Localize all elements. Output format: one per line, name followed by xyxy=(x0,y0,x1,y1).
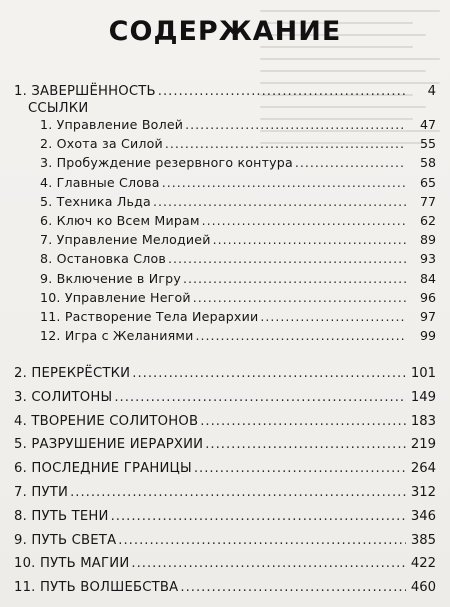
toc-entry-label: 8. Остановка Слов xyxy=(40,251,166,267)
toc-entry-page: 219 xyxy=(410,437,436,453)
toc-entry-continuation: ССЫЛКИ xyxy=(28,101,89,116)
toc-entry-page: 312 xyxy=(410,485,436,500)
toc-entry xyxy=(14,414,436,429)
toc-entry-page: 97 xyxy=(419,309,436,324)
toc-entry xyxy=(40,251,436,266)
leader-dots xyxy=(111,509,406,524)
leader-dots xyxy=(162,175,406,190)
toc-entry-page: 460 xyxy=(410,580,436,596)
toc-entry-page: 101 xyxy=(410,366,436,381)
toc-entry xyxy=(14,461,436,476)
toc-entry-page: 65 xyxy=(419,174,436,190)
toc-entry xyxy=(14,580,436,595)
toc-entry xyxy=(14,556,436,571)
toc-entry-label: 6. ПОСЛЕДНИЕ ГРАНИЦЫ xyxy=(14,461,192,477)
toc-entry-label: 7. ПУТИ xyxy=(14,485,69,500)
toc-entry-label: 10. Управление Негой xyxy=(40,289,191,305)
toc-entry-label: 5. Техника Льда xyxy=(40,193,151,209)
toc-entry-label: 2. ПЕРЕКРЁСТКИ xyxy=(14,366,131,381)
toc-entry xyxy=(14,533,436,548)
leader-dots xyxy=(193,290,406,305)
toc-entry xyxy=(40,136,436,151)
leader-dots xyxy=(153,194,406,209)
toc-entry-page: 346 xyxy=(410,508,436,524)
toc-entry-label: 7. Управление Мелодией xyxy=(40,232,211,248)
toc-entry-page: 4 xyxy=(427,84,436,99)
toc-entry xyxy=(40,155,436,170)
toc-entry-label: 1. ЗАВЕРШЁННОСТЬ xyxy=(14,84,156,99)
toc-entry-page: 96 xyxy=(419,289,436,305)
toc-entry-label: 3. Пробуждение резервного контура xyxy=(40,155,293,171)
leader-dots xyxy=(260,309,406,324)
toc-entry xyxy=(14,366,436,381)
toc-entry-label: 3. СОЛИТОНЫ xyxy=(14,389,113,405)
toc-entry-page: 385 xyxy=(410,532,436,548)
leader-dots xyxy=(118,533,406,548)
toc-entry-label: 4. ТВОРЕНИЕ СОЛИТОНОВ xyxy=(14,413,199,429)
toc-entry xyxy=(40,175,436,190)
toc-entry xyxy=(40,213,436,228)
toc-entry-page: 89 xyxy=(419,232,436,248)
toc-entry-page: 264 xyxy=(410,461,436,477)
toc-entry-label: 11. Растворение Тела Иерархии xyxy=(40,309,259,324)
leader-dots xyxy=(180,580,406,595)
toc-entry-label: 4. Главные Слова xyxy=(40,174,160,190)
leader-dots xyxy=(183,271,406,286)
toc-entry xyxy=(40,232,436,247)
toc-entry xyxy=(14,509,436,524)
toc-entry-page: 422 xyxy=(410,556,436,572)
leader-dots xyxy=(132,366,406,381)
toc-entry-label: 12. Игра с Желаниями xyxy=(40,328,194,344)
toc-entry-label: 6. Ключ ко Всем Мирам xyxy=(40,213,200,228)
toc-entry xyxy=(40,309,436,324)
toc-entry-label: 2. Охота за Силой xyxy=(40,136,163,152)
leader-dots xyxy=(165,136,406,151)
leader-dots xyxy=(131,556,406,571)
toc-entry-page: 55 xyxy=(419,136,436,152)
toc-entry-page: 93 xyxy=(419,251,436,267)
toc-entry-label: 1. Управление Волей xyxy=(40,117,184,132)
leader-dots xyxy=(205,437,406,452)
toc-entry-page: 62 xyxy=(419,213,436,228)
toc-entry-page: 99 xyxy=(419,328,436,344)
leader-dots xyxy=(70,485,406,500)
toc-entry-label: 8. ПУТЬ ТЕНИ xyxy=(14,508,109,524)
leader-dots xyxy=(295,155,406,170)
toc-entry-page: 58 xyxy=(419,155,436,171)
leader-dots xyxy=(213,232,406,247)
toc-entry-label: 5. РАЗРУШЕНИЕ ИЕРАРХИИ xyxy=(14,437,204,453)
leader-dots xyxy=(158,84,406,99)
toc-entry-page: 183 xyxy=(410,413,436,429)
toc-entry xyxy=(40,328,436,343)
toc-entry-page: 84 xyxy=(419,270,436,286)
toc-entry xyxy=(40,117,436,132)
toc-entry-page: 77 xyxy=(419,193,436,209)
leader-dots xyxy=(194,461,406,476)
leader-dots xyxy=(168,251,406,266)
leader-dots xyxy=(195,328,406,343)
toc-entry xyxy=(14,437,436,452)
toc-entry-main xyxy=(14,84,436,99)
toc-entry xyxy=(40,194,436,209)
toc-entry xyxy=(40,271,436,286)
toc-entry-label: 11. ПУТЬ ВОЛШЕБСТВА xyxy=(14,580,179,596)
toc-entry-page: 47 xyxy=(419,117,436,132)
toc-entry-label: 10. ПУТЬ МАГИИ xyxy=(14,556,130,572)
leader-dots xyxy=(202,213,406,228)
toc-entry-label: 9. ПУТЬ СВЕТА xyxy=(14,532,117,548)
toc-entry-page: 149 xyxy=(410,389,436,405)
page-title: СОДЕРЖАНИЕ xyxy=(108,16,342,47)
toc-entry xyxy=(40,290,436,305)
leader-dots xyxy=(185,117,406,132)
toc-entry xyxy=(14,390,436,405)
leader-dots xyxy=(200,414,406,429)
leader-dots xyxy=(114,390,406,405)
toc-entry xyxy=(14,485,436,500)
toc-entry-label: 9. Включение в Игру xyxy=(40,270,181,286)
